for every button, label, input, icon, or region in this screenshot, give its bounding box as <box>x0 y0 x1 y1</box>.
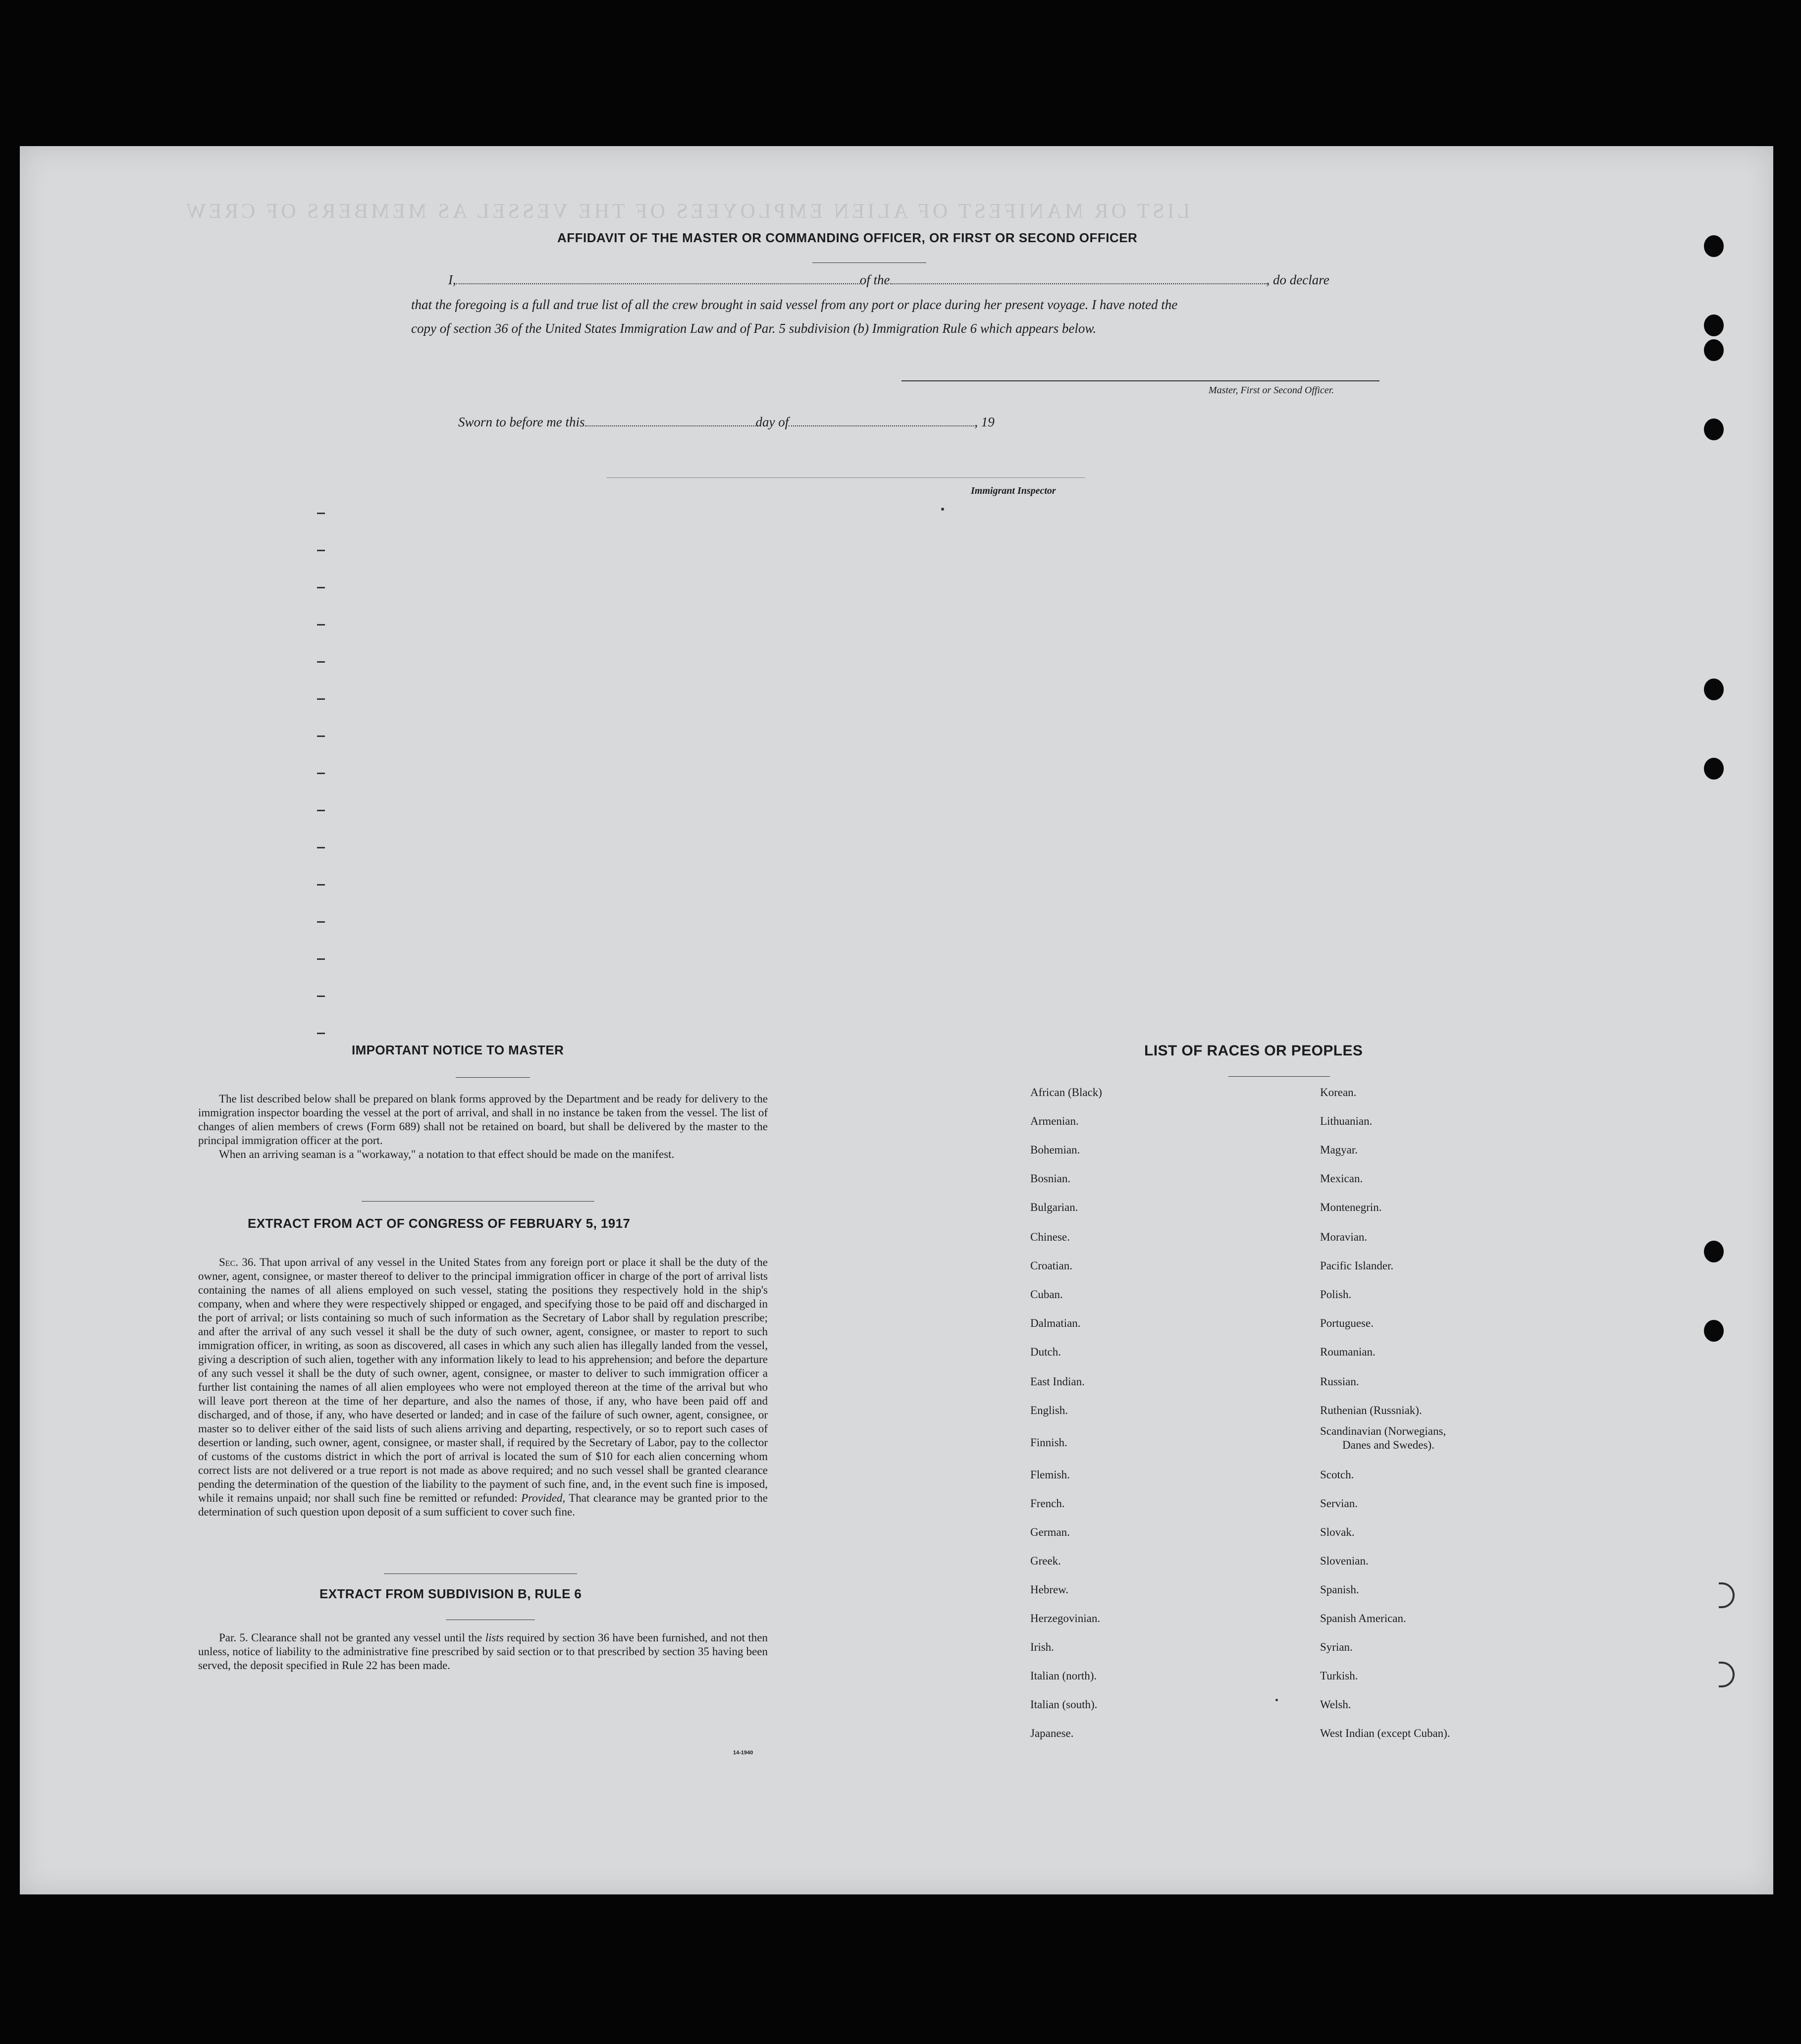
margin-dash <box>317 773 325 774</box>
affidavit-title: AFFIDAVIT OF THE MASTER OR COMMANDING OFFICER, OR FIRST OR SECOND OFFICER <box>557 230 1138 245</box>
race-item: Slovenian. <box>1320 1555 1369 1567</box>
form-number: 14-1940 <box>733 1750 753 1756</box>
race-item: Montenegrin. <box>1320 1201 1382 1213</box>
race-item: Bosnian. <box>1030 1172 1071 1185</box>
affidavit-line-3: copy of section 36 of the United States Immigration Law and of Par. 5 subdivision (b) Immigration Rule 6 which appears below. <box>411 321 1097 336</box>
notice-body <box>198 1092 768 1161</box>
margin-dash <box>317 661 325 663</box>
section-36-text: Sec. 36. That upon arrival of any vessel in the United States from any foreign port or place it shall be the duty of the owner, agent, consignee, or master thereof to deliver to the principal immigration officer in charge of the port of arrival lists containing the names of all aliens employed on such vessel, stating the positions they respectively hold in the ship's company, when and where they were respectively shipped or engaged, and specifying those to be paid off and discharged in the port of arrival; or lists containing so much of such information as the Secretary of Labor shall by regulation prescribe; and after the arrival of any such vessel it shall be the duty of such owner, agent, consignee, or master to report to such immigration officer, in writing, as soon as discovered, all cases in which any such alien has illegally landed from the vessel, giving a description of such alien, together with any information likely to lead to his apprehension; and before the departure of any such vessel it shall be the duty of such owner, agent, consignee, or master to deliver to such immigration officer a further list containing the names of all alien employees who were not employed thereon at the time of the arrival but who will leave port thereon at the time of her departure, and also the names of those, if any, who have been paid off and discharged, and of those, if any, who have deserted or landed; and in case of the failure of such owner, agent, consignee, or master so to deliver either of the said lists of such aliens arriving and departing, respectively, or so to report such cases of desertion or landing, such owner, agent, consignee, or master shall, if required by the Secretary of Labor, pay to the collector of customs of the customs district in which the port of arrival is located the sum of $10 for each alien concerning whom correct lists are not delivered or a true report is not made as above required; and no such vessel shall be granted clearance pending the determination of the question of the liability to the payment of such fine, and, in the event such fine is imposed, while it remains unpaid; nor shall such fine be remitted or refunded: Provided, That clearance may be granted prior to the determination of such question upon deposit of a sum sufficient to cover such fine. <box>198 1256 768 1518</box>
race-item: Herzegovinian. <box>1030 1612 1101 1625</box>
race-item: Scotch. <box>1320 1468 1354 1481</box>
margin-dash <box>317 698 325 700</box>
race-item: Spanish. <box>1320 1583 1359 1596</box>
stray-mark <box>941 508 944 511</box>
binder-hole-edge <box>1719 1662 1735 1687</box>
notice-paragraph-1: The list described below shall be prepared on blank forms approved by the Department and be ready for delivery to the immigration inspector boarding the vessel at the port of arrival, and shall in no instance be taken from the vessel. The list of changes of alien members of crews (Form 689) shall not be retained on board, but shall be delivered by the master to the principal immigration officer at the port. <box>198 1093 768 1147</box>
margin-dash <box>317 996 325 997</box>
race-item: Italian (south). <box>1030 1698 1098 1711</box>
race-item: Irish. <box>1030 1641 1054 1653</box>
race-item: Mexican. <box>1320 1172 1363 1185</box>
section-divider <box>384 1573 577 1574</box>
race-item: Polish. <box>1320 1288 1352 1301</box>
extract-rule-title: EXTRACT FROM SUBDIVISION B, RULE 6 <box>319 1586 582 1601</box>
binder-hole <box>1704 419 1724 440</box>
affidavit-line-2: that the foregoing is a full and true list of all the crew brought in said vessel from any port or place during her present voyage. I have noted the <box>411 297 1178 312</box>
notice-title: IMPORTANT NOTICE TO MASTER <box>352 1043 564 1057</box>
bleed-through-title: LIST OR MANIFEST OF ALIEN EMPLOYEES OF THE VESSEL AS MEMBERS OF CREW <box>183 200 1190 223</box>
binder-hole <box>1704 235 1724 257</box>
sworn-day-field[interactable] <box>585 416 756 426</box>
race-item: Bohemian. <box>1030 1144 1080 1156</box>
margin-dash <box>317 847 325 848</box>
binder-hole <box>1704 679 1724 700</box>
margin-dash <box>317 958 325 960</box>
race-item: Chinese. <box>1030 1231 1070 1243</box>
master-signature-label: Master, First or Second Officer. <box>1209 385 1334 396</box>
race-item: Russian. <box>1320 1375 1359 1388</box>
race-item: Finnish. <box>1030 1436 1067 1449</box>
race-item: English. <box>1030 1404 1068 1416</box>
races-title: LIST OF RACES OR PEOPLES <box>1144 1043 1363 1059</box>
race-item: German. <box>1030 1526 1070 1538</box>
race-item: French. <box>1030 1497 1065 1510</box>
race-item: Spanish American. <box>1320 1612 1406 1625</box>
binder-hole <box>1704 1320 1724 1342</box>
race-item: Armenian. <box>1030 1115 1079 1127</box>
race-item: Cuban. <box>1030 1288 1063 1301</box>
notice-paragraph-2: When an arriving seaman is a "workaway," a notation to that effect should be made on the manifest. <box>219 1148 675 1160</box>
margin-dash <box>317 624 325 626</box>
race-item: Moravian. <box>1320 1231 1368 1243</box>
margin-dash <box>317 1033 325 1034</box>
race-item: Bulgarian. <box>1030 1201 1078 1213</box>
binder-hole <box>1704 339 1724 361</box>
race-item: Slovak. <box>1320 1526 1355 1538</box>
section-divider <box>362 1201 594 1202</box>
race-item: Lithuanian. <box>1320 1115 1373 1127</box>
race-item: Turkish. <box>1320 1670 1358 1682</box>
margin-dash <box>317 921 325 923</box>
document-sheet <box>20 146 1773 1894</box>
inspector-label: Immigrant Inspector <box>971 485 1056 496</box>
race-item: Servian. <box>1320 1497 1358 1510</box>
margin-dash <box>317 587 325 588</box>
race-item: West Indian (except Cuban). <box>1320 1727 1450 1739</box>
race-item: Portuguese. <box>1320 1317 1374 1329</box>
notice-title-rule <box>456 1077 530 1078</box>
race-item: Dutch. <box>1030 1346 1061 1358</box>
extract-act-body <box>198 1256 768 1519</box>
binder-hole-edge <box>1719 1582 1735 1608</box>
par-5-text: Par. 5. Clearance shall not be granted any vessel until the lists required by section 36 have been furnished, and not then unless, notice of liability to the administrative fine prescribed by said section or to that prescribed by section 35 having been served, the deposit specified in Rule 22 has been made. <box>198 1631 768 1672</box>
name-field[interactable] <box>456 273 860 284</box>
race-item: African (Black) <box>1030 1086 1102 1099</box>
margin-dash <box>317 884 325 886</box>
race-item: Danes and Swedes). <box>1342 1439 1434 1451</box>
race-item: Italian (north). <box>1030 1670 1097 1682</box>
sworn-month-field[interactable] <box>789 416 974 426</box>
race-item: Pacific Islander. <box>1320 1259 1394 1272</box>
races-title-rule <box>1228 1076 1330 1077</box>
margin-dash <box>317 550 325 551</box>
extract-act-title: EXTRACT FROM ACT OF CONGRESS OF FEBRUARY 5, 1917 <box>248 1216 631 1231</box>
race-item: Welsh. <box>1320 1698 1351 1711</box>
binder-hole <box>1704 1241 1724 1262</box>
race-item: Dalmatian. <box>1030 1317 1081 1329</box>
master-signature-line[interactable] <box>901 380 1379 381</box>
sworn-line: Sworn to before me this day of , 19 <box>458 415 995 429</box>
margin-dash <box>317 735 325 737</box>
affidavit-line-1: I, of the , do declare <box>448 272 1329 287</box>
race-item: Japanese. <box>1030 1727 1074 1739</box>
race-item: Croatian. <box>1030 1259 1072 1272</box>
race-item: East Indian. <box>1030 1375 1085 1388</box>
race-item: Greek. <box>1030 1555 1061 1567</box>
margin-dash <box>317 810 325 811</box>
margin-dash <box>317 513 325 514</box>
race-item: Syrian. <box>1320 1641 1353 1653</box>
race-item: Hebrew. <box>1030 1583 1069 1596</box>
title-rule <box>812 262 926 263</box>
race-item: Ruthenian (Russniak). <box>1320 1404 1422 1416</box>
race-item: Magyar. <box>1320 1144 1358 1156</box>
inspector-signature-line[interactable] <box>607 477 1085 478</box>
race-item: Flemish. <box>1030 1468 1070 1481</box>
stray-mark <box>1275 1699 1278 1701</box>
vessel-field[interactable] <box>890 273 1267 284</box>
race-item: Roumanian. <box>1320 1346 1376 1358</box>
binder-hole <box>1704 314 1724 336</box>
extract-rule-body <box>198 1631 768 1673</box>
race-item: Korean. <box>1320 1086 1357 1099</box>
binder-hole <box>1704 758 1724 780</box>
race-item: Scandinavian (Norwegians, <box>1320 1425 1446 1437</box>
